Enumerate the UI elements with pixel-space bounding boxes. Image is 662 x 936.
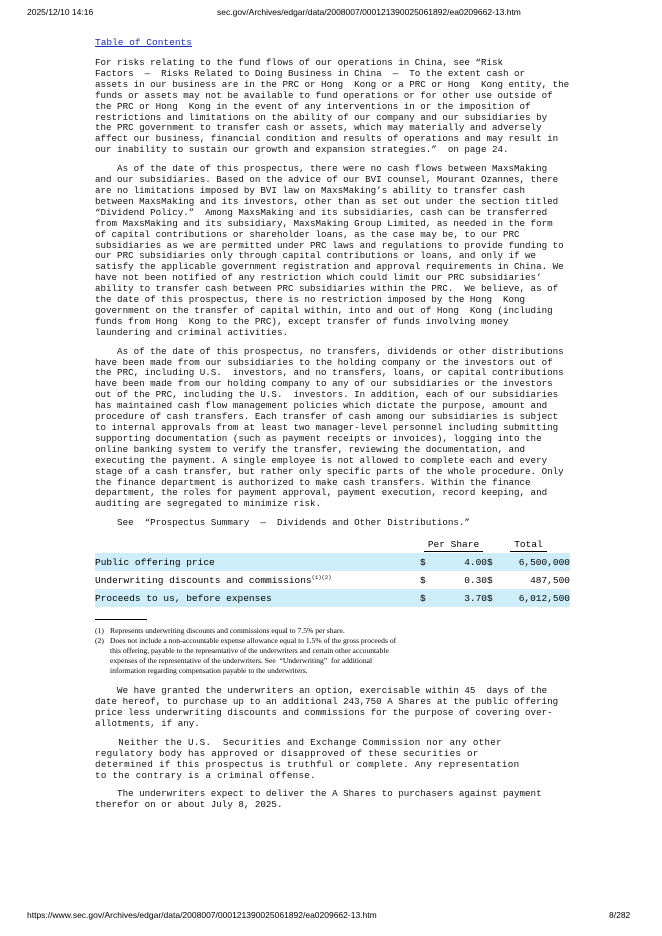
currency-symbol: $ <box>420 574 426 586</box>
table-row <box>95 589 570 607</box>
per-share-value: 0.30 <box>464 574 487 586</box>
footnote-mark: (1) <box>95 626 104 636</box>
paragraph-transfers: As of the date of this prospectus, no transfers, dividends or other distributions have been made from our subsidiaries to the holding company or the investors out of the PRC, including U.S. investors, and no transfers, loans, or capital contributions have been made from our holding company to any of our subsidiaries or the investors out of the PRC, including the U.S. investors. In addition, each of our subsidiaries has maintained cash flow management policies which dictate the purpose, amount and procedure of cash transfers. Each transfer of cash among our subsidiaries is subject to internal approvals from at least two manager-level personnel including submitting supporting documentation (such as payment receipts or invoices), logging into the online banking system to verify the transfer, reviewing the documentation, and executing the payment. A single employee is not allowed to complete each and every stage of a cash transfer, but rather only specific parts of the whole procedure. Only the finance department is authorized to make cash transfers. Within the finance department, the roles for payment approval, payment execution, record keeping, and auditing are segregated to minimize risk. <box>95 345 564 510</box>
print-datetime: 2025/12/10 14:16 <box>27 7 94 17</box>
row-label: Public offering price <box>95 553 420 571</box>
print-page-number: 8/282 <box>609 910 631 920</box>
paragraph-delivery: The underwriters expect to deliver the A Shares to purchasers against payment therefor on or about July 8, 2025. <box>95 788 542 811</box>
table-of-contents-link[interactable]: Table of Contents <box>95 37 192 48</box>
row-label: Underwriting discounts and commissions <box>95 575 312 587</box>
column-header-per-share: Per Share <box>424 539 483 552</box>
paragraph-see-summary: See “Prospectus Summary — Dividends and Other Distributions.” <box>95 517 470 529</box>
footnote-divider <box>95 619 147 620</box>
total-value: 487,500 <box>530 574 570 586</box>
per-share-value: 4.00 <box>432 553 487 571</box>
document-page <box>95 37 570 819</box>
paragraph-cash-flows: As of the date of this prospectus, there were no cash flows between MaxsMaking and our subsidiaries. Based on the advice of our BVI counsel, Mourant Ozannes, there are no limitations imposed by BVI law on MaxsMaking’s ability to transfer cash between MaxsMaking and its investors, other than as set out under the section titled “Dividend Policy.” Among MaxsMaking and its subsidiaries, cash can be transferred from MaxsMaking and its subsidiary, MaxsMaking Group Limited, as needed in the form of capital contributions or shareholder loans, as the case may be, to our PRC subsidiaries as we are permitted under PRC laws and regulations to provide funding to our PRC subsidiaries only through capital contributions or loans, and only if we satisfy the applicable government registration and approval requirements in China. We have not been notified of any restriction which could limit our PRC subsidiaries’ ability to transfer cash between PRC subsidiaries within the PRC. We believe, as of the date of this prospectus, there is no restriction imposed by the Hong Kong government on the transfer of capital within, into and out of Hong Kong (including funds from Hong Kong to the PRC), except transfer of funds involving money laundering and criminal activities. <box>95 163 564 338</box>
table-row <box>95 553 570 571</box>
footnote <box>95 636 570 676</box>
currency-symbol: $ <box>420 589 432 607</box>
footnote-text: Does not include a non-accountable expense allowance equal to 1.5% of the gross proceeds of this offering, payable to the representative of the underwriters and certain other accountable expenses of the representative of the underwriters. See “Underwriting” for additional information regarding compensation payable to the underwriters. <box>110 636 397 676</box>
total-value: 6,012,500 <box>499 589 570 607</box>
total-value: 6,500,000 <box>499 553 570 571</box>
currency-symbol: $ <box>487 589 499 607</box>
print-header-url: sec.gov/Archives/edgar/data/2008007/000121390025061892/ea0209662-13.htm <box>217 7 521 17</box>
footnote-mark: (2) <box>95 636 104 646</box>
currency-symbol: $ <box>487 574 493 586</box>
table-row <box>95 571 570 589</box>
print-footer-url: https://www.sec.gov/Archives/edgar/data/2008007/000121390025061892/ea0209662-13.htm <box>27 910 377 920</box>
footnote <box>95 626 570 636</box>
paragraph-overallotment: We have granted the underwriters an option, exercisable within 45 days of the date hereof, to purchase up to an additional 243,750 A Shares at the public offering price less underwriting discounts and commissions for the purpose of covering over- allotments, if any. <box>95 685 559 729</box>
column-header-total: Total <box>510 539 547 552</box>
currency-symbol: $ <box>487 553 499 571</box>
offering-table <box>95 537 570 607</box>
table-header-row <box>95 537 570 553</box>
per-share-value: 3.70 <box>432 589 487 607</box>
row-label: Proceeds to us, before expenses <box>95 589 420 607</box>
footnote-text: Represents underwriting discounts and commissions equal to 7.5% per share. <box>110 626 345 636</box>
paragraph-fund-flow-risks: For risks relating to the fund flows of our operations in China, see “Risk Factors — Risks Related to Doing Business in China — To the extent cash or assets in our business are in the PRC or Hong Kong or a PRC or Hong Kong entity, the funds or assets may not be available to fund operations or for other use outside of the PRC or Hong Kong in the event of any interventions in or the imposition of restrictions and limitations on the ability of our company and our subsidiaries by the PRC government to transfer cash or assets, which may materially and adversely affect our business, financial condition and results of operations and may result in our inability to sustain our growth and expansion strategies.” on page 24. <box>95 57 570 156</box>
currency-symbol: $ <box>420 553 432 571</box>
footnote-reference: (1)(2) <box>311 574 332 582</box>
paragraph-sec-disclaimer: Neither the U.S. Securities and Exchange Commission nor any other regulatory body has approved or disapproved of these securities or determined if this prospectus is truthful or complete. Any representation to the contrary is a criminal offense. <box>95 736 520 781</box>
